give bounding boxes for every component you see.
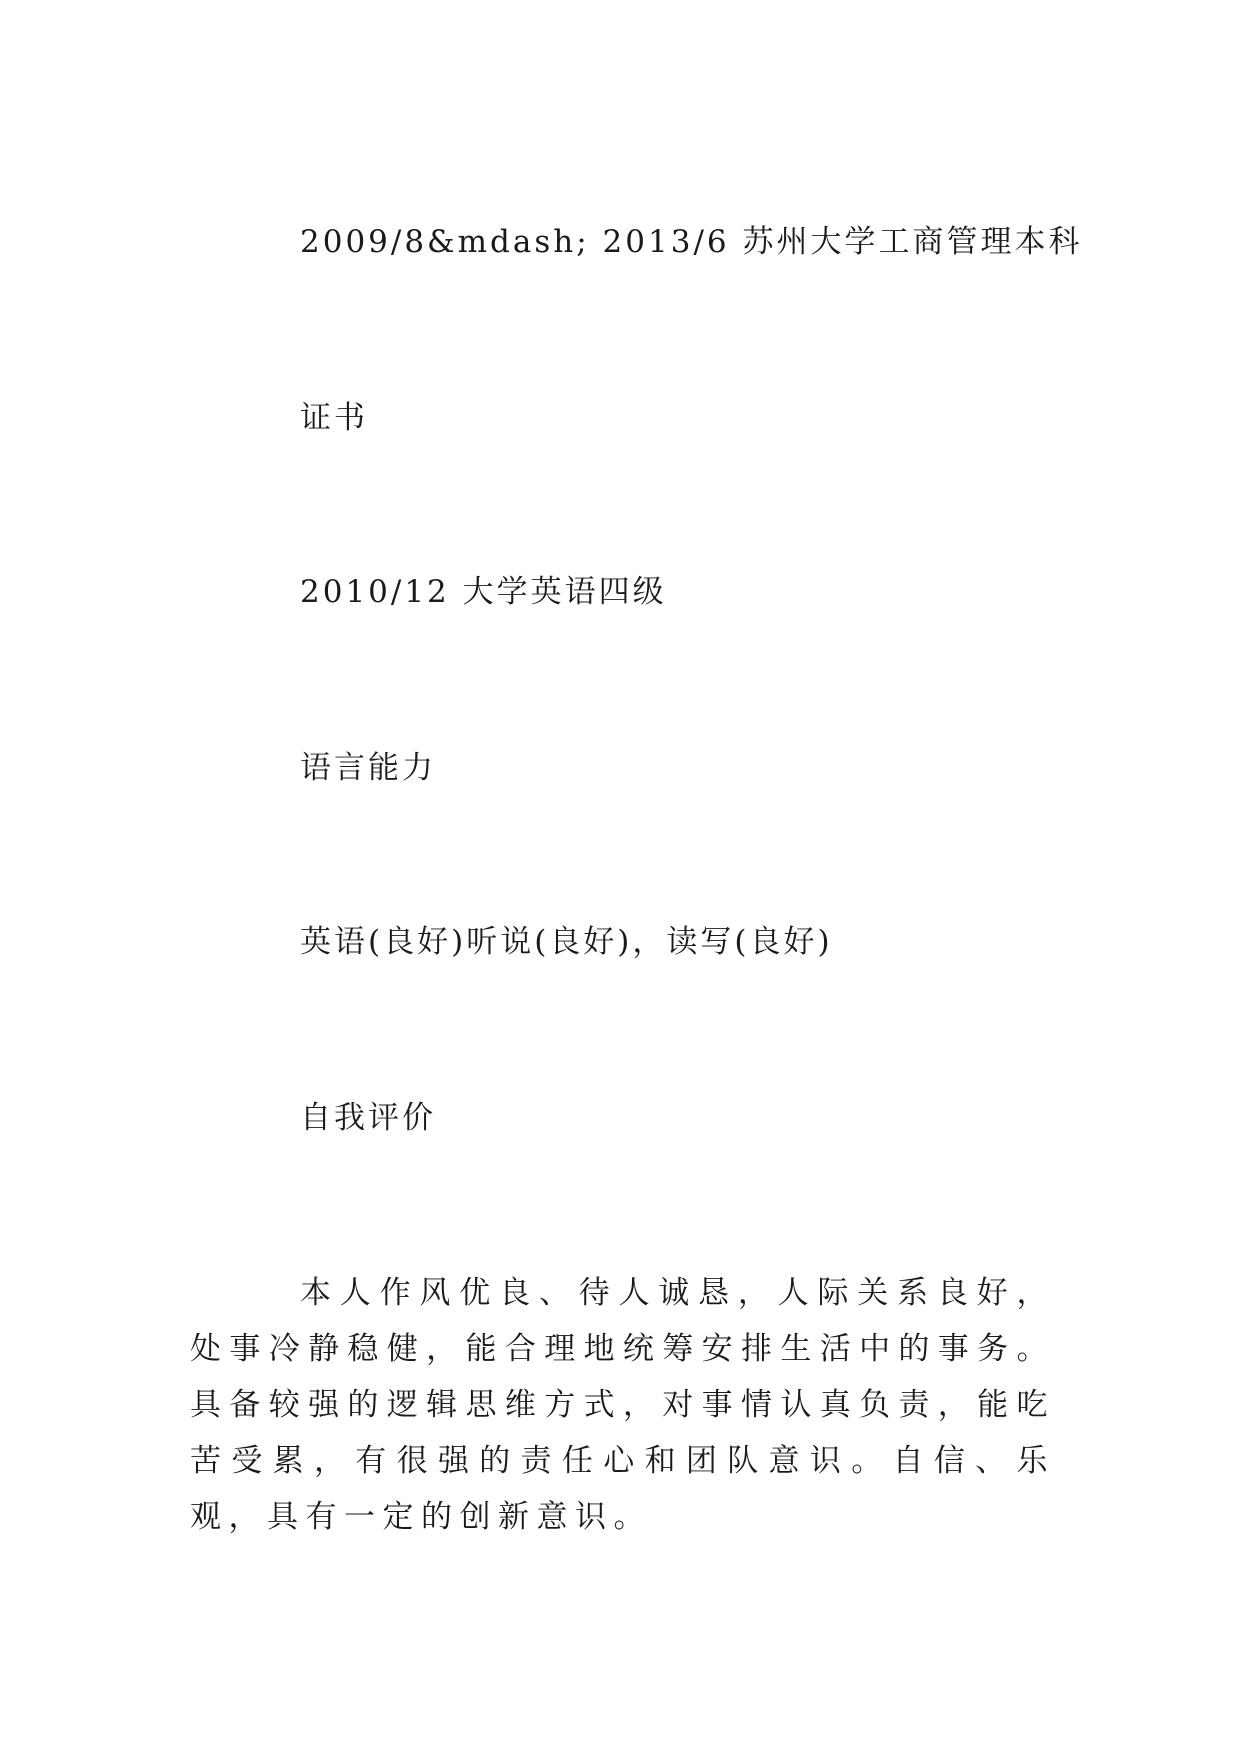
certificate-entry: 2010/12 大学英语四级 <box>300 574 667 610</box>
self-evaluation-paragraph: 本人作风优良、待人诚恳，人际关系良好，处事冷静稳健，能合理地统筹安排生活中的事务。具备较强的逻辑思维方式，对事情认真负责，能吃苦受累，有很强的责任心和团队意识。自信、乐观，具有一定的创新意识。 <box>190 1275 1055 1535</box>
education-entry: 2009/8&mdash; 2013/6 苏州大学工商管理本科 <box>300 224 1083 260</box>
certificates-heading: 证书 <box>300 400 368 436</box>
self-evaluation-heading: 自我评价 <box>300 1100 436 1136</box>
language-entry: 英语(良好)听说(良好)，读写(良好) <box>300 924 833 960</box>
language-heading: 语言能力 <box>300 750 436 786</box>
